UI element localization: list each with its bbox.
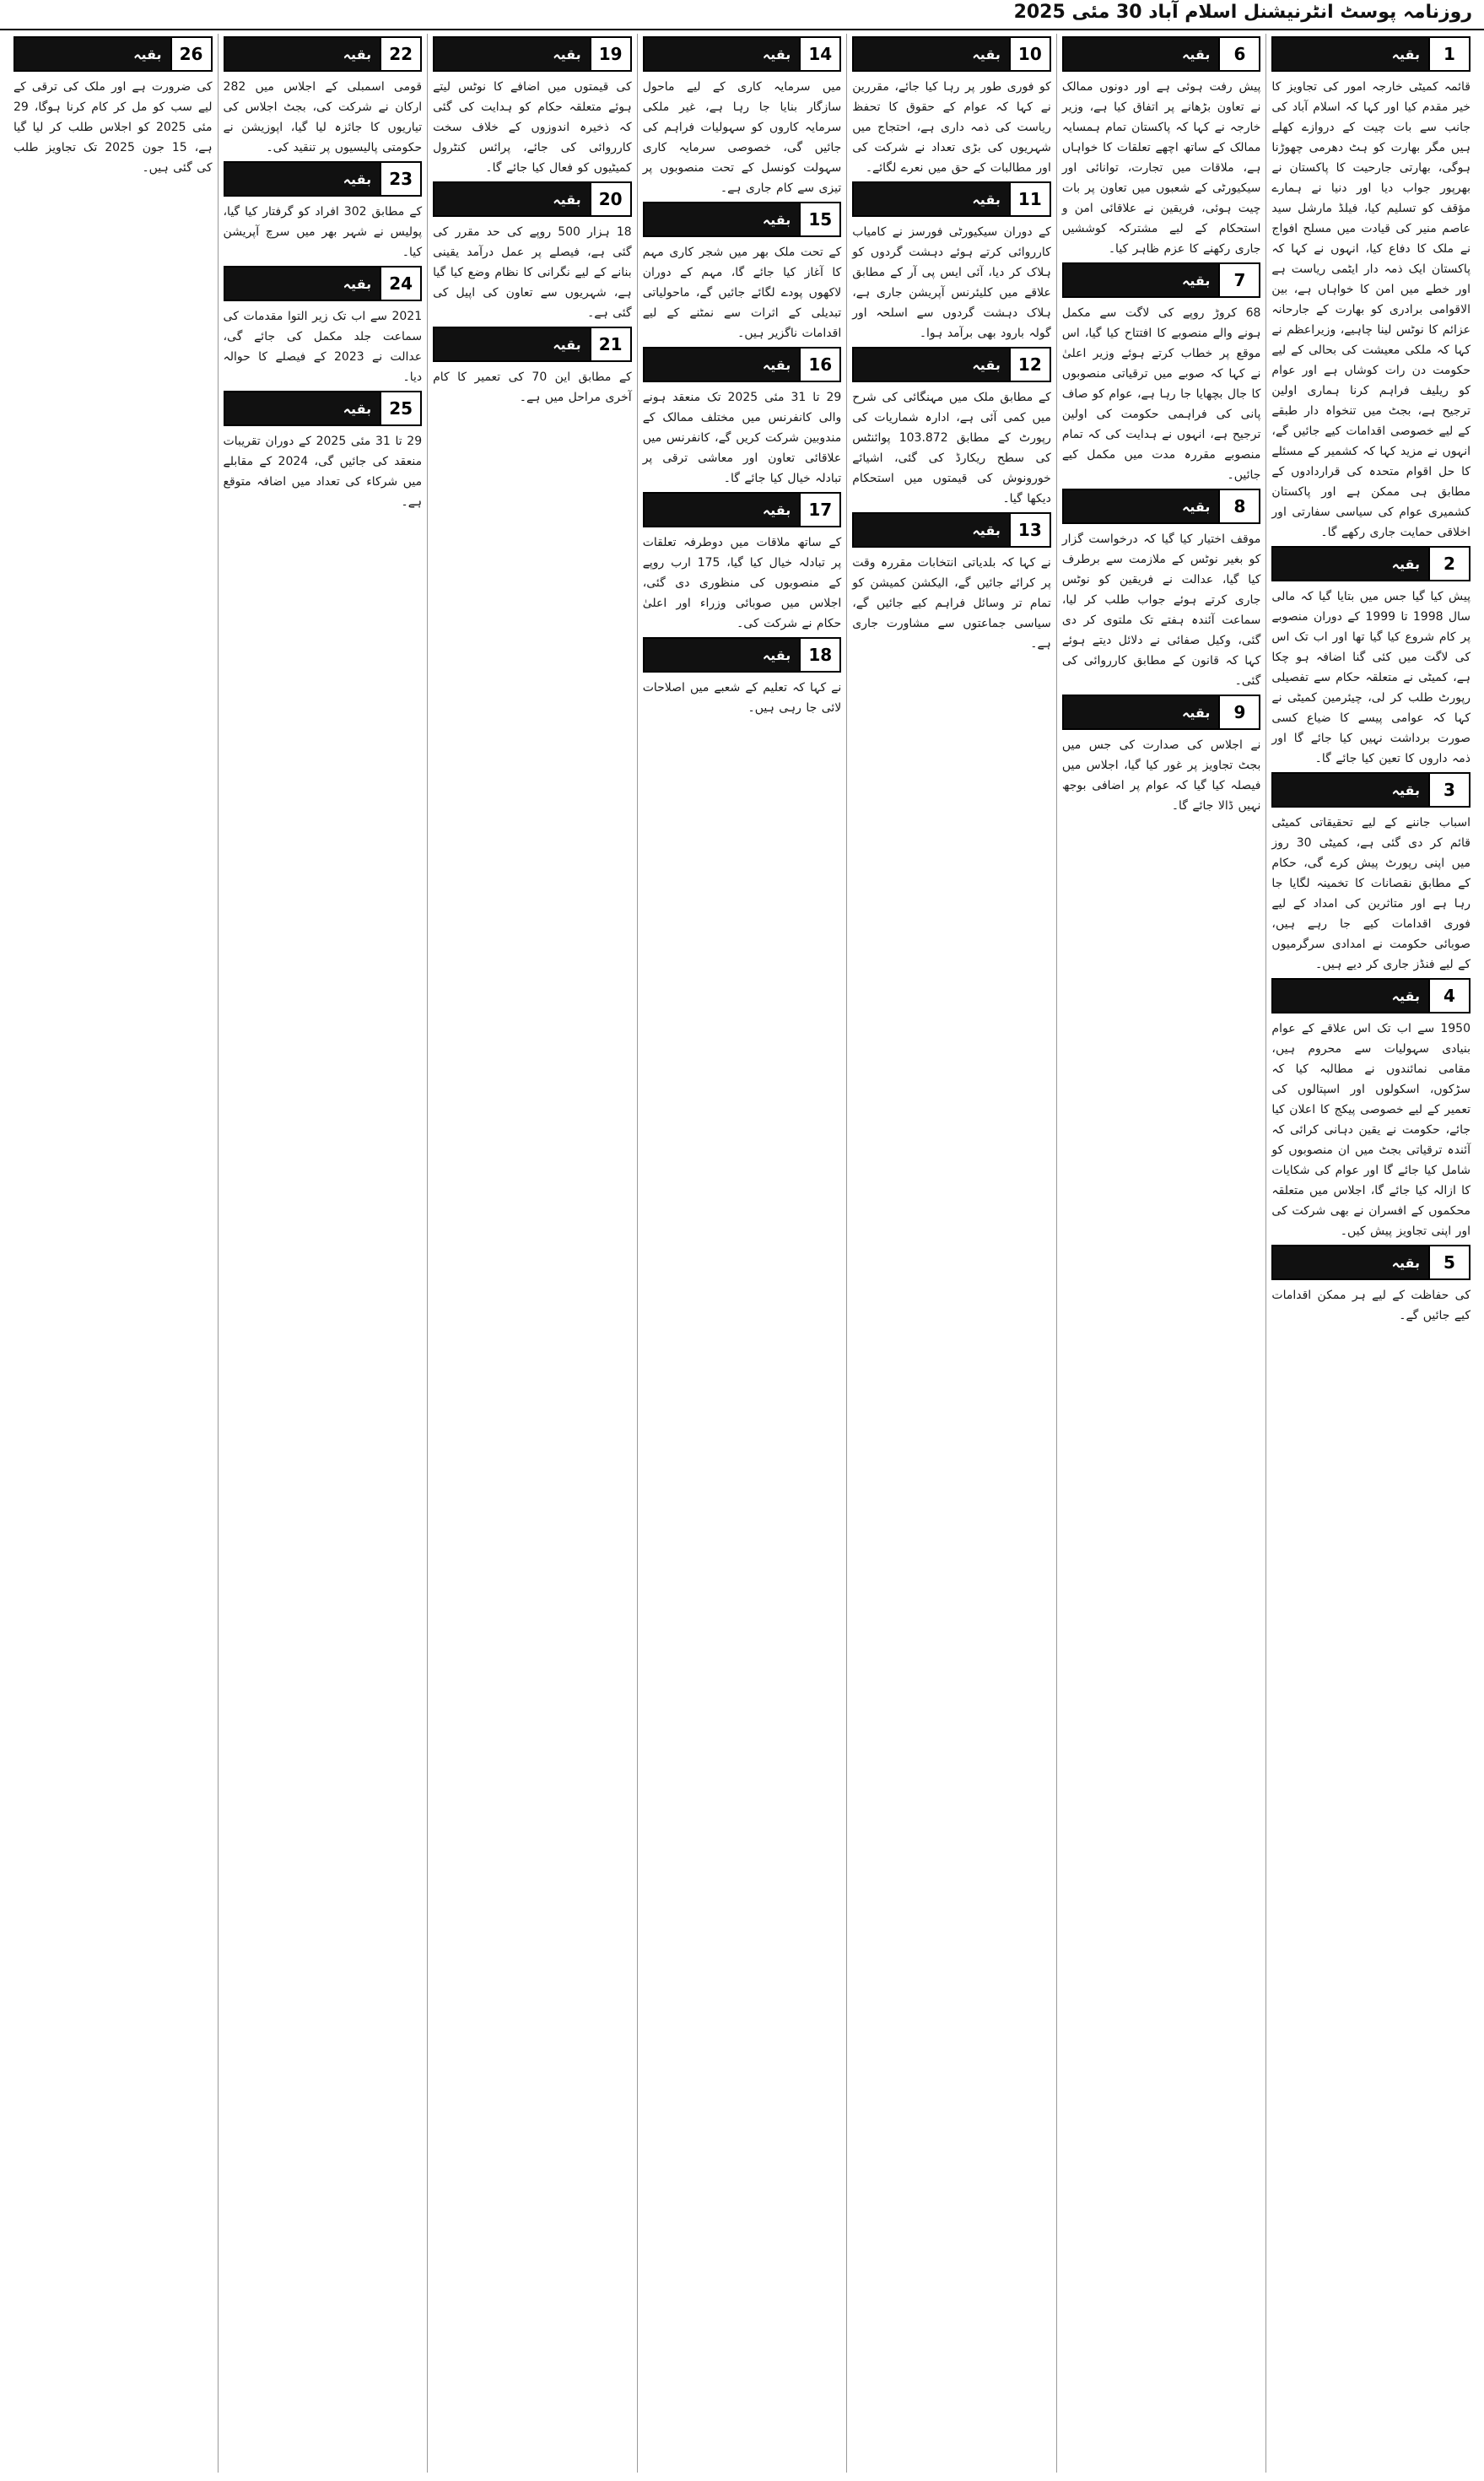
continuation-block — [224, 36, 423, 158]
continuation-label: بقیہ — [854, 38, 1009, 70]
continuation-badge — [1271, 978, 1471, 1013]
continuation-badge — [1271, 772, 1471, 808]
continuation-label: بقیہ — [645, 639, 800, 671]
continuation-badge — [224, 391, 423, 426]
continuation-block — [1062, 262, 1261, 485]
continuation-number: 23 — [380, 163, 420, 195]
continuation-label: بقیہ — [1273, 980, 1428, 1012]
article-text: 29 تا 31 مئی 2025 تک منعقد ہونے والی کانفرنس میں مختلف ممالک کے مندوبین شرکت کریں گے، کانفرنس میں علاقائی تعاون اور معاشی ترقی پر تبادلہ خیال کیا جائے گا۔ — [642, 391, 842, 485]
continuation-block — [1271, 546, 1471, 769]
continuation-number: 18 — [799, 639, 839, 671]
continuation-block — [1271, 978, 1471, 1241]
continuation-number: 25 — [380, 392, 420, 424]
continuation-number: 21 — [590, 328, 630, 360]
continuation-number: 26 — [170, 38, 211, 70]
continuation-label: بقیہ — [1273, 1246, 1428, 1278]
continuation-label: بقیہ — [225, 268, 380, 300]
continuation-number: 11 — [1009, 183, 1050, 215]
continuation-badge — [643, 202, 842, 237]
continuation-label: بقیہ — [1273, 548, 1428, 580]
newspaper-masthead: روزنامہ پوسٹ انٹرنیشنل اسلام آباد 30 مئی 2025 — [1013, 2, 1472, 23]
continuation-badge — [1271, 1245, 1471, 1280]
article-text: پیش رفت ہوئی ہے اور دونوں ممالک نے تعاون بڑھانے پر اتفاق کیا ہے، وزیر خارجہ نے کہا کہ پاکستان تمام ہمسایہ ممالک کے ساتھ اچھے تعلقات کا خواہاں ہے، ملاقات میں تجارت، توانائی اور سیکیورٹی کے شعبوں میں تعاون پر بات چیت ہوئی، فریقین نے علاقائی امن و استحکام کے لیے مشترکہ کوششیں جاری رکھنے کا عزم ظاہر کیا۔ — [1061, 80, 1261, 256]
continuation-label: بقیہ — [225, 392, 380, 424]
article-text: کے دوران سیکیورٹی فورسز نے کامیاب کارروائی کرتے ہوئے دہشت گردوں کو ہلاک کر دیا، آئی ایس پی آر کے مطابق علاقے میں کلیئرنس آپریشن جاری ہے، ہلاک دہشت گردوں سے اسلحہ اور گولہ بارود بھی برآمد ہوا۔ — [852, 225, 1051, 340]
continuation-block — [643, 36, 842, 198]
continuation-number: 5 — [1428, 1246, 1469, 1278]
column-6 — [218, 34, 428, 2473]
continuation-block — [224, 266, 423, 387]
continuation-block — [1062, 489, 1261, 691]
article-text: کے مطابق ملک میں مہنگائی کی شرح میں کمی آئی ہے، ادارہ شماریات کی رپورٹ کے مطابق 103.872 پوائنٹس کی سطح ریکارڈ کی گئی، اشیائے خورونوش کی قیمتوں میں استحکام دیکھا گیا۔ — [852, 391, 1051, 505]
continuation-number: 17 — [799, 494, 839, 526]
continuation-badge — [852, 181, 1051, 217]
continuation-badge — [224, 36, 423, 72]
continuation-badge — [224, 161, 423, 197]
continuation-number: 24 — [380, 268, 420, 300]
continuation-badge — [433, 36, 632, 72]
continuation-number: 22 — [380, 38, 420, 70]
continuation-badge — [852, 347, 1051, 382]
continuation-block — [643, 492, 842, 634]
continuation-label: بقیہ — [645, 203, 800, 235]
continuation-number: 19 — [590, 38, 630, 70]
continuation-badge — [224, 266, 423, 301]
continuation-number: 10 — [1009, 38, 1050, 70]
article-text: 68 کروڑ روپے کی لاگت سے مکمل ہونے والے منصوبے کا افتتاح کیا گیا، اس موقع پر خطاب کرتے ہوئے وزیر اعلیٰ نے کہا کہ صوبے میں ترقیاتی منصوبوں کا جال بچھایا جا رہا ہے، عوام کو صاف پانی کی فراہمی حکومت کی اولین ترجیح ہے، انہوں نے ہدایت کی کہ تمام منصوبے مقررہ مدت میں مکمل کیے جائیں۔ — [1061, 306, 1261, 482]
continuation-number: 15 — [799, 203, 839, 235]
continuation-number: 13 — [1009, 514, 1050, 546]
column-2 — [1056, 34, 1266, 2473]
continuation-block — [433, 327, 632, 408]
article-text: قائمہ کمیٹی خارجہ امور کی تجاویز کا خیر مقدم کیا اور کہا کہ اسلام آباد کی جانب سے بات چیت کے دروازے کھلے ہیں مگر بھارت کو ہٹ دھرمی چھوڑنا ہوگی، بھارتی جارحیت کا پاکستان نے بھرپور جواب دیا اور دنیا نے ہمارے مؤقف کو تسلیم کیا، فیلڈ مارشل سید عاصم منیر کی قیادت میں مسلح افواج نے ملک کا دفاع کیا، انہوں نے کہا کہ پاکستان ایک ذمہ دار ایٹمی ریاست ہے اور خطے میں امن کا خواہاں ہے، بین الاقوامی برادری کو بھارت کے جارحانہ عزائم کا نوٹس لینا چاہیے، وزیراعظم نے کہا کہ ملکی معیشت کی بحالی کے لیے حکومت دن رات کوشاں ہے اور عوام کو ریلیف فراہم کرنا ہماری اولین ترجیح ہے، بجٹ میں تنخواہ دار طبقے کے لیے خصوصی اقدامات کیے جائیں گے، انہوں نے مزید کہا کہ کشمیر کے مسئلے کا حل اقوام متحدہ کی قراردادوں کے مطابق ہی ممکن ہے اور پاکستان کشمیری عوام کی سیاسی سفارتی اور اخلاقی حمایت جاری رکھے گا۔ — [1271, 80, 1471, 539]
column-1 — [1265, 34, 1476, 2473]
continuation-block — [852, 181, 1051, 343]
continuation-label: بقیہ — [225, 163, 380, 195]
continuation-block — [1271, 36, 1471, 543]
continuation-badge — [643, 637, 842, 673]
continuation-label: بقیہ — [854, 183, 1009, 215]
article-text: موقف اختیار کیا گیا کہ درخواست گزار کو بغیر نوٹس کے ملازمت سے برطرف کیا گیا، عدالت نے فریقین کو نوٹس جاری کرتے ہوئے جواب طلب کر لیا، سماعت آئندہ ہفتے تک ملتوی کر دی گئی، وکیل صفائی نے دلائل دیتے ہوئے کہا کہ قانون کے مطابق کارروائی کی گئی۔ — [1061, 532, 1261, 688]
article-text: کے تحت ملک بھر میں شجر کاری مہم کا آغاز کیا جائے گا، مہم کے دوران لاکھوں پودے لگائے جائیں گے، ماحولیاتی تبدیلی کے اثرات سے نمٹنے کے لیے اقدامات ناگزیر ہیں۔ — [642, 246, 842, 340]
continuation-block — [224, 161, 423, 262]
continuation-block — [13, 36, 213, 178]
continuation-number: 20 — [590, 183, 630, 215]
continuation-badge — [1271, 546, 1471, 581]
continuation-label: بقیہ — [1064, 38, 1219, 70]
continuation-label: بقیہ — [645, 494, 800, 526]
continuation-number: 8 — [1218, 490, 1259, 522]
article-text: 18 ہزار 500 روپے کی حد مقرر کی گئی ہے، فیصلے پر عمل درآمد یقینی بنانے کے لیے نگرانی کا نظام وضع کیا گیا ہے، شہریوں سے تعاون کی اپیل کی گئی ہے۔ — [433, 225, 632, 320]
continuation-number: 14 — [799, 38, 839, 70]
continuation-badge — [1062, 262, 1261, 298]
continuation-badge — [1271, 36, 1471, 72]
article-text: کے مطابق 302 افراد کو گرفتار کیا گیا، پولیس نے شہر بھر میں سرچ آپریشن کیا۔ — [223, 205, 423, 259]
continuation-label: بقیہ — [1064, 264, 1219, 296]
continuation-number: 7 — [1218, 264, 1259, 296]
continuation-label: بقیہ — [854, 349, 1009, 381]
continuation-number: 2 — [1428, 548, 1469, 580]
continuation-label: بقیہ — [1273, 38, 1428, 70]
continuation-label: بقیہ — [645, 349, 800, 381]
article-text: میں سرمایہ کاری کے لیے ماحول سازگار بنایا جا رہا ہے، غیر ملکی سرمایہ کاروں کو سہولیات فراہم کی جائیں گی، خصوصی سرمایہ کاری سہولت کونسل کے تحت منصوبوں پر تیزی سے کام جاری ہے۔ — [642, 80, 842, 195]
article-text: نے کہا کہ بلدیاتی انتخابات مقررہ وقت پر کرائے جائیں گے، الیکشن کمیشن کو تمام تر وسائل فراہم کیے جائیں گے، سیاسی جماعتوں سے مشاورت جاری ہے۔ — [852, 556, 1051, 651]
continuation-block — [1062, 695, 1261, 816]
article-text: کی حفاظت کے لیے ہر ممکن اقدامات کیے جائیں گے۔ — [1271, 1289, 1471, 1322]
continuation-number: 1 — [1428, 38, 1469, 70]
continuation-label: بقیہ — [434, 183, 590, 215]
continuation-label: بقیہ — [645, 38, 800, 70]
continuation-block — [224, 391, 423, 512]
article-text: کے مطابق این 70 کی تعمیر کا کام آخری مراحل میں ہے۔ — [433, 370, 632, 404]
continuation-block — [433, 181, 632, 323]
article-text: 29 تا 31 مئی 2025 کے دوران تقریبات منعقد کی جائیں گی، 2024 کے مقابلے میں شرکاء کی تعداد میں اضافہ متوقع ہے۔ — [223, 435, 423, 509]
article-text: کی قیمتوں میں اضافے کا نوٹس لیتے ہوئے متعلقہ حکام کو ہدایت کی گئی کہ ذخیرہ اندوزوں کے خلاف سخت کارروائی کی جائے، پرائس کنٹرول کمیٹیوں کو فعال کیا جائے گا۔ — [433, 80, 632, 175]
continuation-badge — [1062, 695, 1261, 730]
continuation-block — [643, 637, 842, 718]
continuation-badge — [13, 36, 213, 72]
continuation-block — [1271, 1245, 1471, 1326]
continuation-number: 12 — [1009, 349, 1050, 381]
continuation-label: بقیہ — [434, 38, 590, 70]
continuation-badge — [433, 327, 632, 362]
continuation-number: 3 — [1428, 774, 1469, 806]
continuation-badge — [852, 36, 1051, 72]
continuation-number: 16 — [799, 349, 839, 381]
article-text: 1950 سے اب تک اس علاقے کے عوام بنیادی سہولیات سے محروم ہیں، مقامی نمائندوں نے مطالبہ کیا کہ سڑکوں، اسکولوں اور اسپتالوں کی تعمیر کے لیے خصوصی پیکج کا اعلان کیا جائے، حکومت نے یقین دہانی کرائی کہ آئندہ ترقیاتی بجٹ میں ان منصوبوں کو شامل کیا جائے گا اور عوام کی شکایات کا ازالہ کیا جائے گا، اجلاس میں متعلقہ محکموں کے افسران نے بھی شرکت کی اور اپنی تجاویز پیش کیں۔ — [1271, 1022, 1471, 1238]
continuation-badge — [1062, 36, 1261, 72]
continuation-badge — [643, 492, 842, 527]
article-text: کے ساتھ ملاقات میں دوطرفہ تعلقات پر تبادلہ خیال کیا گیا، 175 ارب روپے کے منصوبوں کی منظوری دی گئی، اجلاس میں صوبائی وزراء اور اعلیٰ حکام نے شرکت کی۔ — [642, 536, 842, 630]
continuation-block — [1271, 772, 1471, 975]
news-columns — [8, 34, 1476, 2473]
continuation-block — [852, 512, 1051, 654]
article-text: پیش کیا گیا جس میں بتایا گیا کہ مالی سال 1998 تا 1999 کے دوران منصوبے پر کام شروع کیا گیا تھا اور اب تک اس کی لاگت میں کئی گنا اضافہ ہو چکا ہے، کمیٹی نے متعلقہ حکام سے تفصیلی رپورٹ طلب کر لی، چیئرمین کمیٹی نے کہا کہ عوامی پیسے کا ضیاع کسی صورت برداشت نہیں کیا جائے گا اور ذمہ داروں کا تعین کیا جائے گا۔ — [1271, 590, 1471, 765]
continuation-block — [643, 347, 842, 489]
column-4 — [637, 34, 847, 2473]
continuation-label: بقیہ — [1273, 774, 1428, 806]
continuation-number: 6 — [1218, 38, 1259, 70]
page-header — [0, 0, 1484, 30]
article-text: نے اجلاس کی صدارت کی جس میں بجٹ تجاویز پر غور کیا گیا، اجلاس میں فیصلہ کیا گیا کہ عوام پر اضافی بوجھ نہیں ڈالا جائے گا۔ — [1061, 738, 1261, 813]
continuation-badge — [1062, 489, 1261, 524]
continuation-badge — [852, 512, 1051, 548]
column-5 — [427, 34, 637, 2473]
continuation-number: 4 — [1428, 980, 1469, 1012]
column-7 — [8, 34, 218, 2473]
article-text: کی ضرورت ہے اور ملک کی ترقی کے لیے سب کو مل کر کام کرنا ہوگا، 29 مئی 2025 کو اجلاس طلب کر لیا گیا ہے، 15 جون 2025 تک تجاویز طلب کی گئی ہیں۔ — [13, 80, 213, 175]
continuation-label: بقیہ — [1064, 490, 1219, 522]
column-3 — [846, 34, 1056, 2473]
continuation-block — [1062, 36, 1261, 259]
continuation-label: بقیہ — [434, 328, 590, 360]
continuation-badge — [643, 347, 842, 382]
continuation-label: بقیہ — [854, 514, 1009, 546]
continuation-block — [852, 347, 1051, 509]
article-text: نے کہا کہ تعلیم کے شعبے میں اصلاحات لائی جا رہی ہیں۔ — [642, 681, 842, 715]
continuation-block — [643, 202, 842, 343]
continuation-label: بقیہ — [225, 38, 380, 70]
continuation-block — [433, 36, 632, 178]
continuation-label: بقیہ — [1064, 696, 1219, 728]
continuation-block — [852, 36, 1051, 178]
article-text: اسباب جاننے کے لیے تحقیقاتی کمیٹی قائم کر دی گئی ہے، کمیٹی 30 روز میں اپنی رپورٹ پیش کرے گی، حکام کے مطابق نقصانات کا تخمینہ لگایا جا رہا ہے اور متاثرین کی امداد کے لیے فوری اقدامات کیے جا رہے ہیں، صوبائی حکومت نے امدادی سرگرمیوں کے لیے فنڈز جاری کر دیے ہیں۔ — [1271, 816, 1471, 971]
continuation-number: 9 — [1218, 696, 1259, 728]
article-text: کو فوری طور پر رہا کیا جائے، مقررین نے کہا کہ عوام کے حقوق کا تحفظ ریاست کی ذمہ داری ہے، احتجاج میں شہریوں کی بڑی تعداد نے شرکت کی اور مطالبات کے حق میں نعرے لگائے۔ — [852, 80, 1051, 175]
continuation-badge — [433, 181, 632, 217]
continuation-label: بقیہ — [15, 38, 170, 70]
article-text: قومی اسمبلی کے اجلاس میں 282 ارکان نے شرکت کی، بجٹ اجلاس کی تیاریوں کا جائزہ لیا گیا، اپوزیشن نے حکومتی پالیسیوں پر تنقید کی۔ — [223, 80, 423, 154]
article-text: 2021 سے اب تک زیر التوا مقدمات کی سماعت جلد مکمل کی جائے گی، عدالت نے 2023 کے فیصلے کا حوالہ دیا۔ — [223, 310, 423, 384]
continuation-badge — [643, 36, 842, 72]
